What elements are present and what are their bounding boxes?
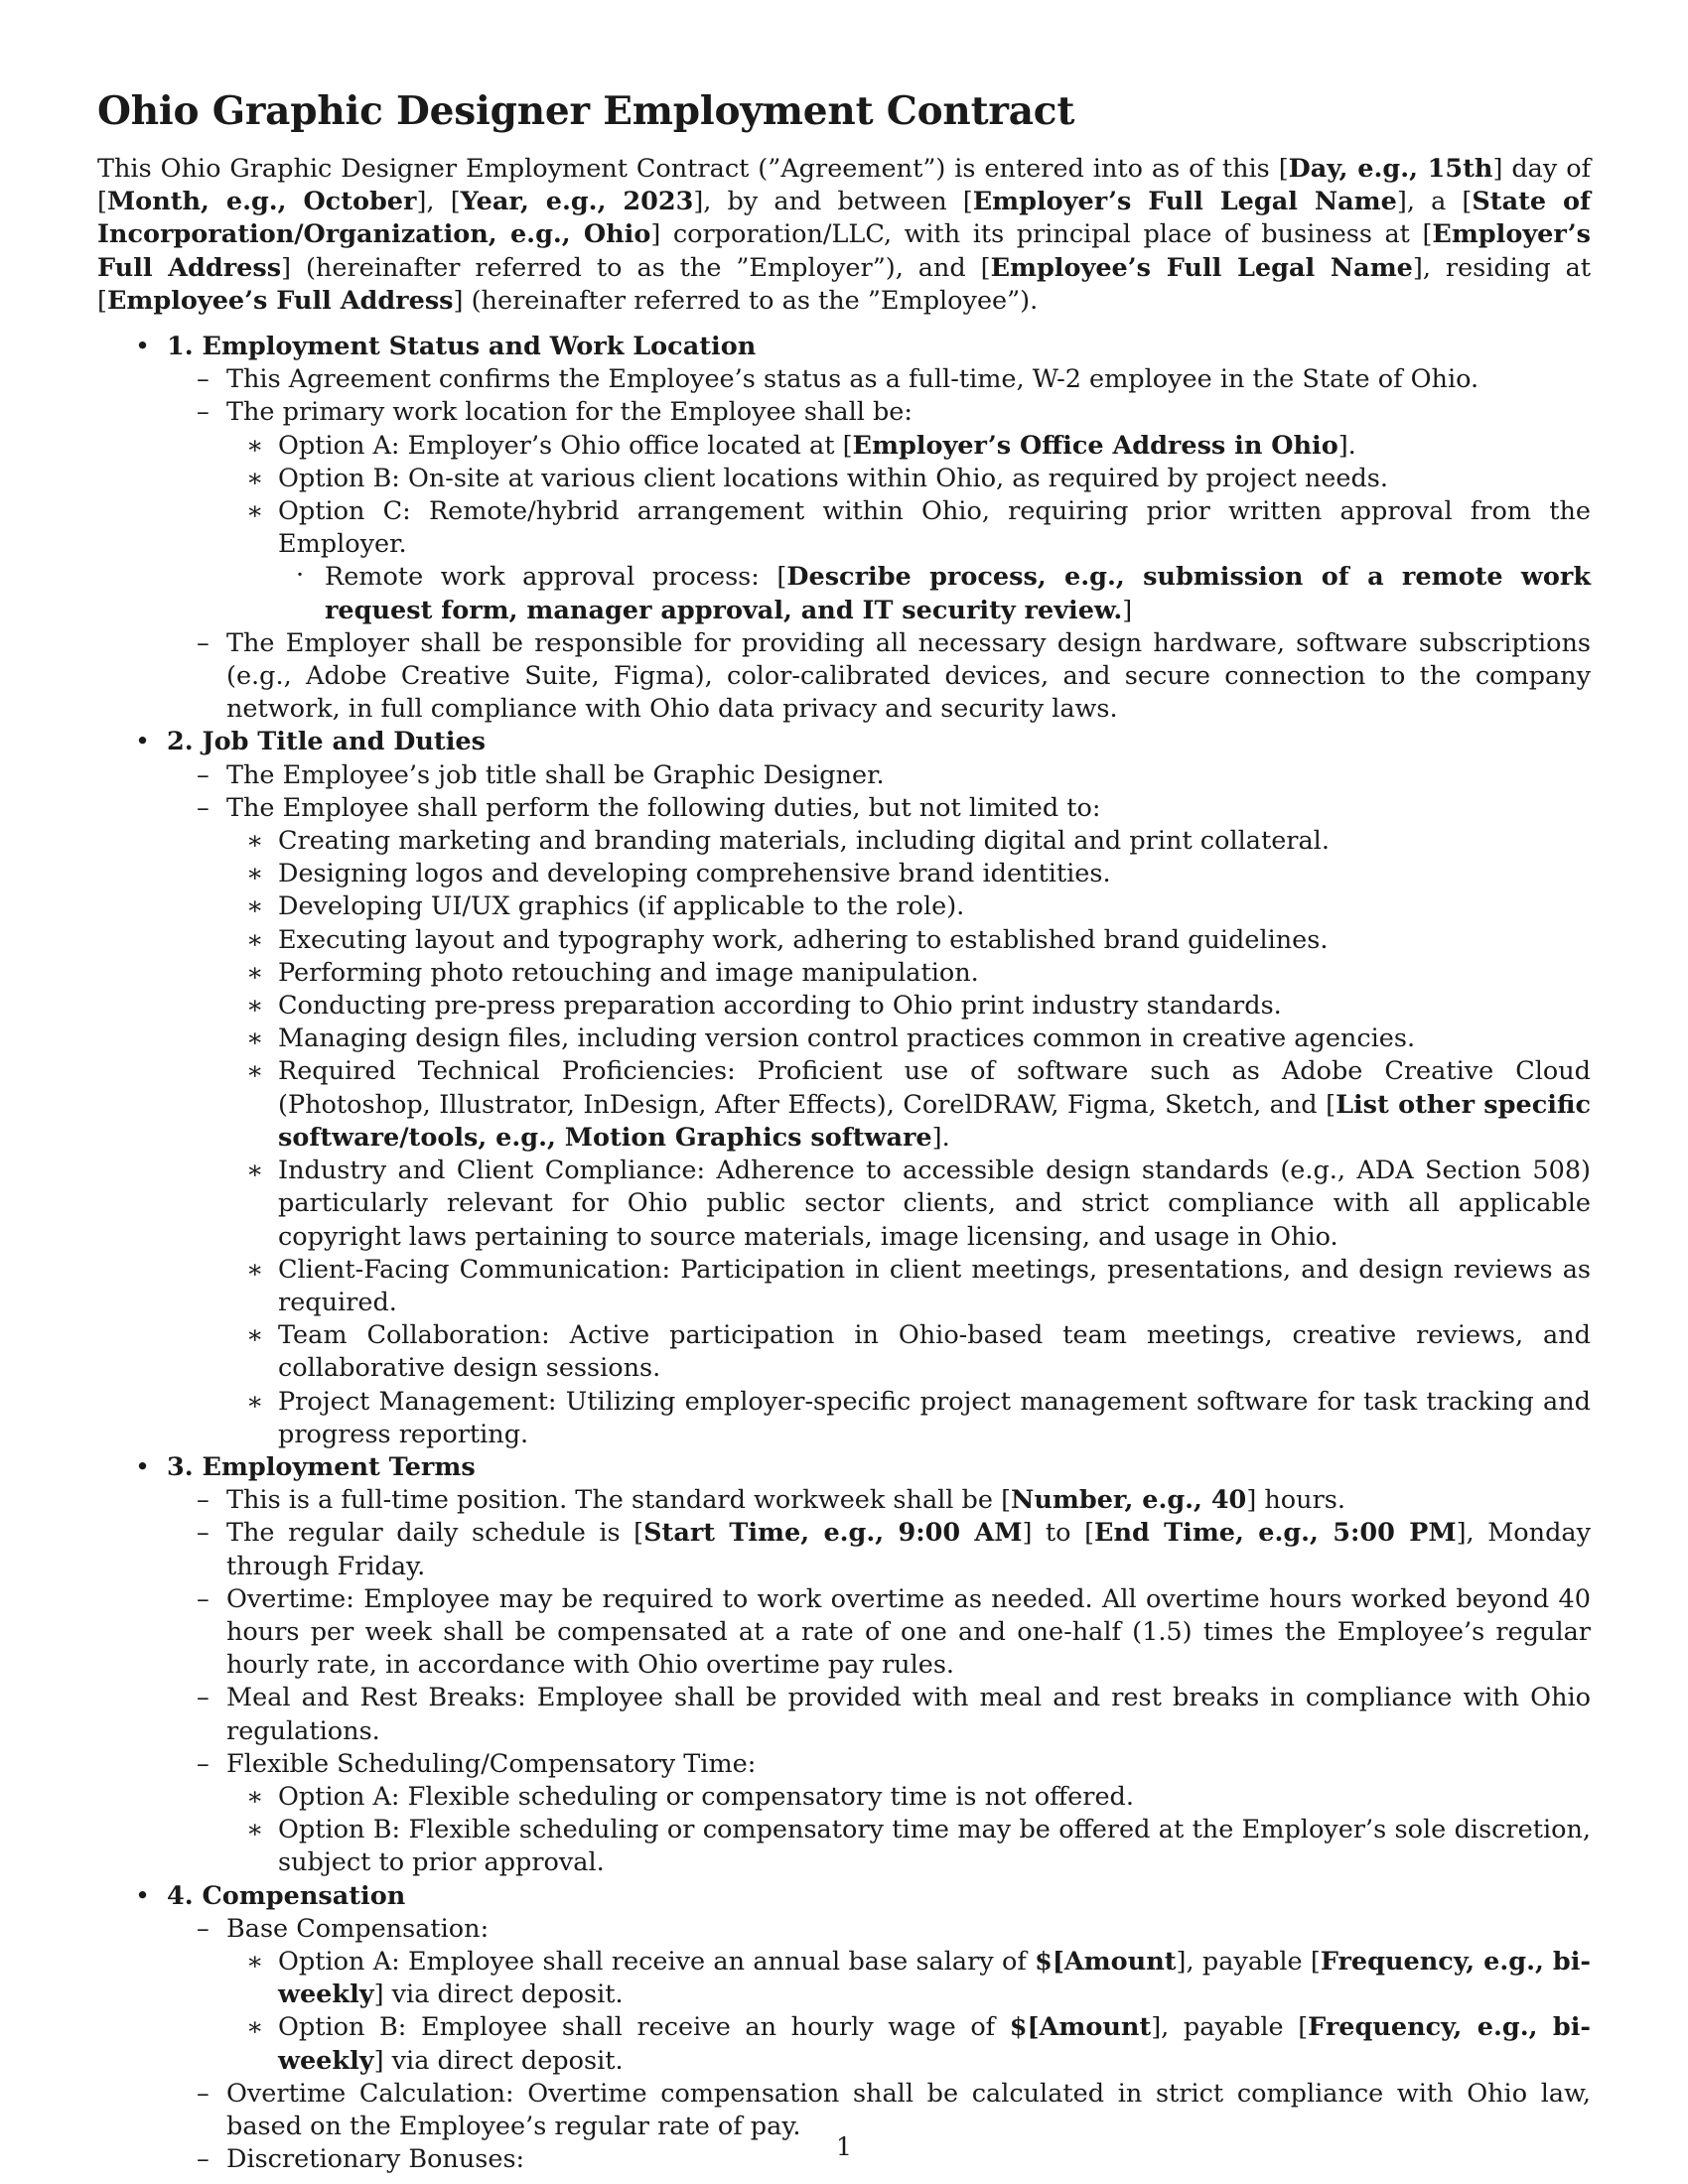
text-run: Discretionary Bonuses: <box>226 2144 525 2175</box>
text-run: The regular daily schedule is [ <box>226 1518 644 1549</box>
page-number: 1 <box>835 2132 853 2162</box>
text-run: ], payable [ <box>1176 1946 1321 1977</box>
placeholder-field: Day, e.g., 15th <box>1288 154 1493 184</box>
item-text <box>278 431 1356 461</box>
bullet-marker: ∗ <box>246 463 264 493</box>
level-3-list <box>226 430 1591 627</box>
bullet-marker: – <box>197 1583 210 1614</box>
item-text <box>278 991 1282 1021</box>
list-item <box>226 1023 1591 1055</box>
text-run: [ <box>97 187 107 217</box>
bullet-marker: • <box>135 727 151 757</box>
text-run: Client-Facing Communication: Participation in client meetings, presentations, and design reviews as required. <box>278 1254 1591 1317</box>
text-run: ] to [ <box>1022 1518 1095 1549</box>
text-run: Option A: Employer’s Ohio office located at [ <box>278 430 853 461</box>
bullet-marker: – <box>197 792 210 823</box>
text-run: ], payable [ <box>1151 2012 1309 2043</box>
text-run: The primary work location for the Employee shall be: <box>226 397 913 428</box>
list-item <box>167 627 1591 727</box>
text-run: The Employee’s job title shall be Graphic Designer. <box>226 759 885 790</box>
bullet-marker: • <box>135 332 151 362</box>
level-3-list <box>226 1946 1591 2078</box>
bullet-marker: ∗ <box>246 1320 264 1351</box>
text-run: Industry and Client Compliance: Adherence to accessible design standards (e.g., ADA Section 508) particularly relevant for Ohio public sector clients, and strict compliance with all applicable copyright laws pertaining to source materials, image licensing, and usage in Ohio. <box>278 1156 1591 1252</box>
placeholder-field: Employer’s Full Address <box>97 219 1591 283</box>
item-text <box>226 1914 489 1944</box>
text-run: [ <box>1278 154 1289 184</box>
section-heading: 1. Employment Status and Work Location <box>167 332 757 362</box>
item-text <box>226 1683 1591 1745</box>
item-text <box>226 628 1591 724</box>
text-run: Performing photo retouching and image manipulation. <box>278 957 979 988</box>
list-item <box>167 363 1591 396</box>
bullet-marker: ∗ <box>246 1815 264 1845</box>
text-run: Option A: Employee shall receive an annual base salary of <box>278 1946 1036 1977</box>
placeholder-field: Employee’s Full Legal Name <box>990 252 1413 283</box>
text-run: Designing logos and developing comprehensive brand identities. <box>278 859 1111 889</box>
placeholder-field: List other specific software/tools, e.g., Motion Graphics software <box>278 1089 1591 1153</box>
list-item <box>226 1055 1591 1155</box>
placeholder-field: Employee’s Full Address <box>106 285 454 316</box>
page-title: Ohio Graphic Designer Employment Contract <box>97 88 1075 134</box>
item-text <box>278 464 1388 493</box>
bullet-marker: ∗ <box>246 891 264 922</box>
text-run: ] day of <box>1492 154 1592 184</box>
section-heading: 4. Compensation <box>167 1880 406 1911</box>
item-text <box>278 1024 1415 1053</box>
text-run: Conducting pre-press preparation according to Ohio print industry standards. <box>278 991 1282 1022</box>
bullet-marker: – <box>197 1748 210 1779</box>
list-item <box>226 495 1591 627</box>
text-run: ], [ <box>416 187 461 217</box>
bullet-marker: – <box>197 1518 210 1549</box>
text-run: Overtime: Employee may be required to work overtime as needed. All overtime hours worked beyond 40 hours per week shall be compensated at a rate of one and one-half (1.5) times the Employee’s regular hourly rate, in accordance with Ohio overtime pay rules. <box>226 1583 1591 1681</box>
item-text <box>278 1056 1591 1152</box>
item-text <box>226 1749 756 1779</box>
text-run: Option C: Remote/hybrid arrangement within Ohio, requiring prior written approval from the Employer. <box>278 496 1591 560</box>
text-run: The Employer shall be responsible for providing all necessary design hardware, software subscriptions (e.g., Adobe Creative Suite, Figma), color-calibrated devices, and secure connection to the company network, in full compliance with Ohio data privacy and security laws. <box>226 627 1591 725</box>
bullet-marker: ∗ <box>246 924 264 955</box>
text-run: ] <box>1122 595 1133 625</box>
list-item <box>226 858 1591 890</box>
list-item <box>226 825 1591 858</box>
item-text <box>226 397 913 427</box>
placeholder-field: Number, e.g., 40 <box>1011 1485 1247 1516</box>
list-item <box>226 924 1591 957</box>
item-text <box>278 1815 1591 1877</box>
bullet-marker: ∗ <box>246 1056 264 1087</box>
placeholder-field: Start Time, e.g., 9:00 AM <box>643 1518 1023 1549</box>
list-item <box>226 990 1591 1023</box>
text-run: Creating marketing and branding materials, including digital and print collateral. <box>278 826 1330 857</box>
bullet-marker: ∗ <box>246 496 264 527</box>
list-item <box>167 759 1591 792</box>
bullet-marker: ∗ <box>246 1156 264 1186</box>
text-run: ]. <box>931 1122 950 1153</box>
item-text <box>278 496 1591 559</box>
placeholder-field: End Time, e.g., 5:00 PM <box>1094 1518 1457 1549</box>
text-run: ]. <box>1337 430 1356 461</box>
item-text <box>278 1255 1591 1317</box>
text-run: Option B: Flexible scheduling or compensatory time may be offered at the Employer’s sole discretion, subject to prior approval. <box>278 1815 1591 1878</box>
bullet-marker: ∗ <box>246 1946 264 1977</box>
bullet-marker: – <box>197 1683 210 1713</box>
list-item <box>167 396 1591 626</box>
text-run: Executing layout and typography work, adhering to established brand guidelines. <box>278 924 1329 955</box>
list-item <box>226 1254 1591 1319</box>
section-item <box>97 726 1591 1450</box>
level-4-list <box>278 561 1591 626</box>
bullet-marker: ∗ <box>246 1024 264 1054</box>
item-text <box>226 364 1478 394</box>
bullet-marker: ∗ <box>246 1781 264 1812</box>
list-item <box>226 1155 1591 1254</box>
placeholder-field: Employer’s Full Legal Name <box>972 187 1397 217</box>
text-run: Developing UI/UX graphics (if applicable to the role). <box>278 891 965 922</box>
text-run: Flexible Scheduling/Compensatory Time: <box>226 1748 757 1779</box>
intro-paragraph <box>97 153 1591 318</box>
list-item <box>226 1814 1591 1879</box>
list-item <box>226 890 1591 923</box>
list-item <box>167 1583 1591 1683</box>
text-run: Project Management: Utilizing employer-specific project management software for task tracking and progress reporting. <box>278 1386 1591 1449</box>
text-run: Team Collaboration: Active participation in Ohio-based team meetings, creative reviews, and collaborative design sessions. <box>278 1320 1591 1384</box>
bullet-marker: – <box>197 397 210 428</box>
bullet-marker: – <box>197 1913 210 1944</box>
placeholder-field: Employer’s Office Address in Ohio <box>852 430 1338 461</box>
item-text <box>278 859 1111 888</box>
bullet-marker: ∗ <box>246 859 264 889</box>
bullet-marker: – <box>197 2144 210 2175</box>
list-item <box>226 463 1591 495</box>
list-item <box>226 1946 1591 2011</box>
level-2-list <box>167 759 1591 1451</box>
item-text <box>226 793 1100 823</box>
bullet-marker: – <box>197 627 210 658</box>
item-text <box>278 1156 1591 1251</box>
bullet-marker: – <box>197 364 210 395</box>
bullet-marker: ∗ <box>246 957 264 988</box>
text-run: ], by and between [ <box>693 187 973 217</box>
bullet-marker: – <box>197 1485 210 1516</box>
list-item <box>167 1484 1591 1517</box>
level-3-list <box>226 825 1591 1451</box>
item-text <box>278 925 1328 955</box>
bullet-marker: ∗ <box>246 1386 264 1417</box>
text-run: Remote work approval process: [ <box>325 562 787 593</box>
bullet-marker: ∗ <box>246 430 264 461</box>
level-3-list <box>226 1781 1591 1880</box>
list-item <box>226 430 1591 463</box>
item-text <box>278 826 1330 856</box>
placeholder-field: Describe process, e.g., submission of a remote work request form, manager approval, and IT security review. <box>325 562 1591 625</box>
list-item <box>167 792 1591 1451</box>
list-item <box>167 1913 1591 2078</box>
text-run: This Agreement confirms the Employee’s status as a full-time, W-2 employee in the State of Ohio. <box>226 364 1479 395</box>
bullet-marker: · <box>296 560 305 591</box>
item-text <box>278 1320 1591 1383</box>
text-run: Option B: On-site at various client locations within Ohio, as required by project needs. <box>278 463 1389 493</box>
text-run: ] (hereinafter referred to as the ”Employee”). <box>453 285 1039 316</box>
text-run: ], a [ <box>1396 187 1473 217</box>
text-run: Option A: Flexible scheduling or compensatory time is not offered. <box>278 1781 1134 1812</box>
list-item <box>226 1319 1591 1385</box>
text-run: Overtime Calculation: Overtime compensation shall be calculated in strict compliance with Ohio law, based on the Employee’s regular rate of pay. <box>226 2078 1591 2141</box>
text-run: ] (hereinafter referred to as the ”Employer”), and [ <box>281 252 991 283</box>
item-text <box>278 2012 1591 2075</box>
list-item <box>226 1386 1591 1451</box>
placeholder-field: Frequency, e.g., bi-weekly <box>278 1946 1591 2010</box>
text-run: Base Compensation: <box>226 1913 490 1944</box>
bullet-marker: ∗ <box>246 2012 264 2043</box>
text-run: ], residing at [ <box>97 252 1592 316</box>
list-item <box>167 1517 1591 1582</box>
placeholder-field: $[Amount <box>1009 2012 1152 2043</box>
bullet-marker: – <box>197 759 210 790</box>
list-item <box>167 1748 1591 1880</box>
item-text <box>278 891 964 921</box>
text-run: The Employee shall perform the following duties, but not limited to: <box>226 792 1101 823</box>
text-run: This Ohio Graphic Designer Employment Contract (”Agreement”) is entered into as of this <box>97 154 1279 184</box>
item-text <box>278 1782 1134 1812</box>
level-2-list <box>167 363 1591 726</box>
list-item <box>167 1682 1591 1747</box>
placeholder-field: Frequency, e.g., bi-weekly <box>278 2012 1591 2076</box>
item-text <box>278 958 979 988</box>
text-run: Option B: Employee shall receive an hourly wage of <box>278 2012 1010 2043</box>
section-list <box>97 331 1591 2176</box>
item-text <box>226 1584 1591 1680</box>
text-run: ] hours. <box>1246 1485 1345 1516</box>
item-text <box>226 1485 1345 1515</box>
bullet-marker: ∗ <box>246 1254 264 1285</box>
text-run: Required Technical Proficiencies: Proficient use of software such as Adobe Creative Cloud (Photoshop, Illustrator, InDesign, After Effects), CorelDRAW, Figma, Sketch, and [ <box>278 1056 1591 1120</box>
text-run: Managing design files, including version control practices common in creative agencies. <box>278 1024 1416 1054</box>
bullet-marker: • <box>135 1880 151 1911</box>
text-run: Meal and Rest Breaks: Employee shall be provided with meal and rest breaks in compliance with Ohio regulations. <box>226 1683 1591 1746</box>
placeholder-field: Year, e.g., 2023 <box>460 187 694 217</box>
placeholder-field: State of Incorporation/Organization, e.g., Ohio <box>97 187 1592 250</box>
text-run: ], Monday through Friday. <box>226 1518 1592 1581</box>
text-run: ] corporation/LLC, with its principal place of business at [ <box>650 219 1433 250</box>
section-heading: 3. Employment Terms <box>167 1451 476 1482</box>
item-text <box>278 1387 1591 1449</box>
list-item <box>278 561 1591 626</box>
item-text <box>325 562 1591 624</box>
text-run: This is a full-time position. The standard workweek shall be [ <box>226 1485 1012 1516</box>
bullet-marker: ∗ <box>246 991 264 1022</box>
section-heading: 2. Job Title and Duties <box>167 727 486 757</box>
level-2-list <box>167 1484 1591 1879</box>
item-text <box>226 1518 1591 1580</box>
list-item <box>226 2011 1591 2077</box>
item-text <box>278 1947 1591 2009</box>
bullet-marker: – <box>197 2078 210 2109</box>
text-run: ] via direct deposit. <box>373 1979 624 2010</box>
list-item <box>226 1781 1591 1814</box>
placeholder-field: Month, e.g., October <box>106 187 417 217</box>
bullet-marker: • <box>135 1451 151 1482</box>
item-text <box>226 760 885 790</box>
list-item <box>226 957 1591 990</box>
bullet-marker: ∗ <box>246 826 264 857</box>
section-item <box>97 331 1591 726</box>
section-item <box>97 1451 1591 1880</box>
placeholder-field: $[Amount <box>1035 1946 1177 1977</box>
text-run: ] via direct deposit. <box>373 2045 624 2076</box>
